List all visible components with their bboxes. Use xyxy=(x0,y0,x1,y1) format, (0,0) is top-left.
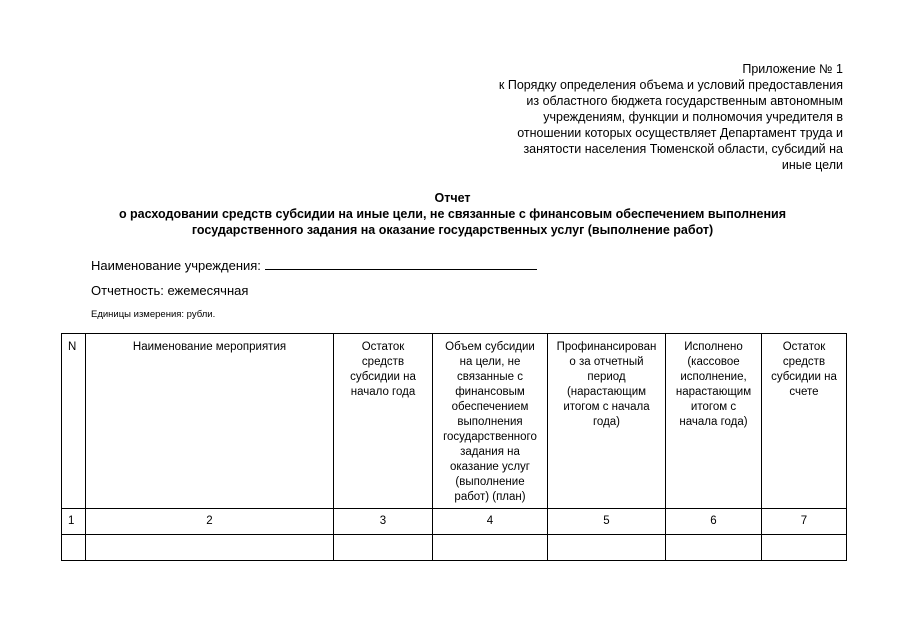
header-line: начало года xyxy=(350,386,416,398)
header-line: (нарастающим xyxy=(566,386,647,398)
institution-field xyxy=(91,256,537,273)
header-cell-financed xyxy=(548,334,666,509)
empty-cell[interactable] xyxy=(86,535,334,561)
header-line: на цели, не xyxy=(459,356,521,368)
empty-cell[interactable] xyxy=(666,535,762,561)
appendix-note xyxy=(423,61,843,173)
empty-cell[interactable] xyxy=(62,535,86,561)
appendix-line: отношении которых осуществляет Департамент труда и xyxy=(517,126,843,140)
header-line: средств xyxy=(782,356,826,368)
header-line: Объем субсидии xyxy=(445,341,535,353)
appendix-line: занятости населения Тюменской области, субсидий на xyxy=(523,142,843,156)
appendix-line: учреждениям, функции и полномочия учредителя в xyxy=(543,110,843,124)
header-line: государственного xyxy=(443,431,537,443)
column-number-cell: 5 xyxy=(548,509,666,535)
header-line: начала года) xyxy=(679,416,748,428)
report-table xyxy=(61,333,847,561)
units-note: Единицы измерения: рубли. xyxy=(91,309,216,320)
report-title-line: о расходовании средств субсидии на иные цели, не связанные с финансовым обеспечением выполнения xyxy=(118,207,787,221)
header-line: средств xyxy=(361,356,405,368)
header-line: итогом с начала xyxy=(563,401,650,413)
header-line: Остаток xyxy=(361,341,405,353)
header-line: задания на xyxy=(460,446,520,458)
column-number-cell: 7 xyxy=(762,509,847,535)
header-line: Наименование мероприятия xyxy=(132,341,287,353)
column-number-cell: 3 xyxy=(334,509,433,535)
header-line: субсидии на xyxy=(771,371,837,383)
header-line: Остаток xyxy=(782,341,826,353)
header-line: (выполнение xyxy=(455,476,525,488)
institution-label: Наименование учреждения: xyxy=(91,258,261,273)
table-header-row xyxy=(62,334,847,509)
header-cell-event-name xyxy=(86,334,334,509)
empty-cell[interactable] xyxy=(548,535,666,561)
institution-blank-line xyxy=(265,256,537,270)
header-line: года) xyxy=(592,416,621,428)
header-line: выполнения xyxy=(457,416,523,428)
report-title-line: государственного задания на оказание государственных услуг (выполнение работ) xyxy=(191,223,714,237)
empty-data-row xyxy=(62,535,847,561)
appendix-line: Приложение № 1 xyxy=(742,62,843,76)
header-cell-number xyxy=(62,334,86,509)
header-line: итогом с xyxy=(690,401,737,413)
header-line: N xyxy=(68,341,77,353)
empty-cell[interactable] xyxy=(762,535,847,561)
empty-cell[interactable] xyxy=(433,535,548,561)
header-line: Профинансирован xyxy=(556,341,657,353)
header-line: исполнение, xyxy=(680,371,747,383)
column-number-row xyxy=(62,509,847,535)
header-line: период xyxy=(587,371,626,383)
header-cell-account-balance xyxy=(762,334,847,509)
column-number-cell: 6 xyxy=(666,509,762,535)
header-cell-opening-balance xyxy=(334,334,433,509)
report-heading: Отчет xyxy=(434,191,471,205)
header-line: обеспечением xyxy=(451,401,529,413)
header-line: субсидии на xyxy=(350,371,416,383)
header-line: финансовым xyxy=(455,386,525,398)
reporting-frequency: Отчетность: ежемесячная xyxy=(91,283,249,298)
header-line: работ) (план) xyxy=(454,491,526,503)
report-title xyxy=(0,190,905,238)
column-number-cell: 4 xyxy=(433,509,548,535)
header-line: о за отчетный xyxy=(569,356,644,368)
header-line: (кассовое xyxy=(687,356,740,368)
header-line: Исполнено xyxy=(684,341,743,353)
header-line: нарастающим xyxy=(675,386,752,398)
column-number-cell: 1 xyxy=(62,509,86,535)
appendix-line: иные цели xyxy=(781,158,843,172)
header-line: счете xyxy=(789,386,819,398)
header-cell-planned-volume xyxy=(433,334,548,509)
appendix-line: из областного бюджета государственным автономным xyxy=(526,94,843,108)
column-number-cell: 2 xyxy=(86,509,334,535)
appendix-line: к Порядку определения объема и условий предоставления xyxy=(498,78,843,92)
header-cell-executed xyxy=(666,334,762,509)
header-line: связанные с xyxy=(457,371,523,383)
empty-cell[interactable] xyxy=(334,535,433,561)
header-line: оказание услуг xyxy=(449,461,530,473)
